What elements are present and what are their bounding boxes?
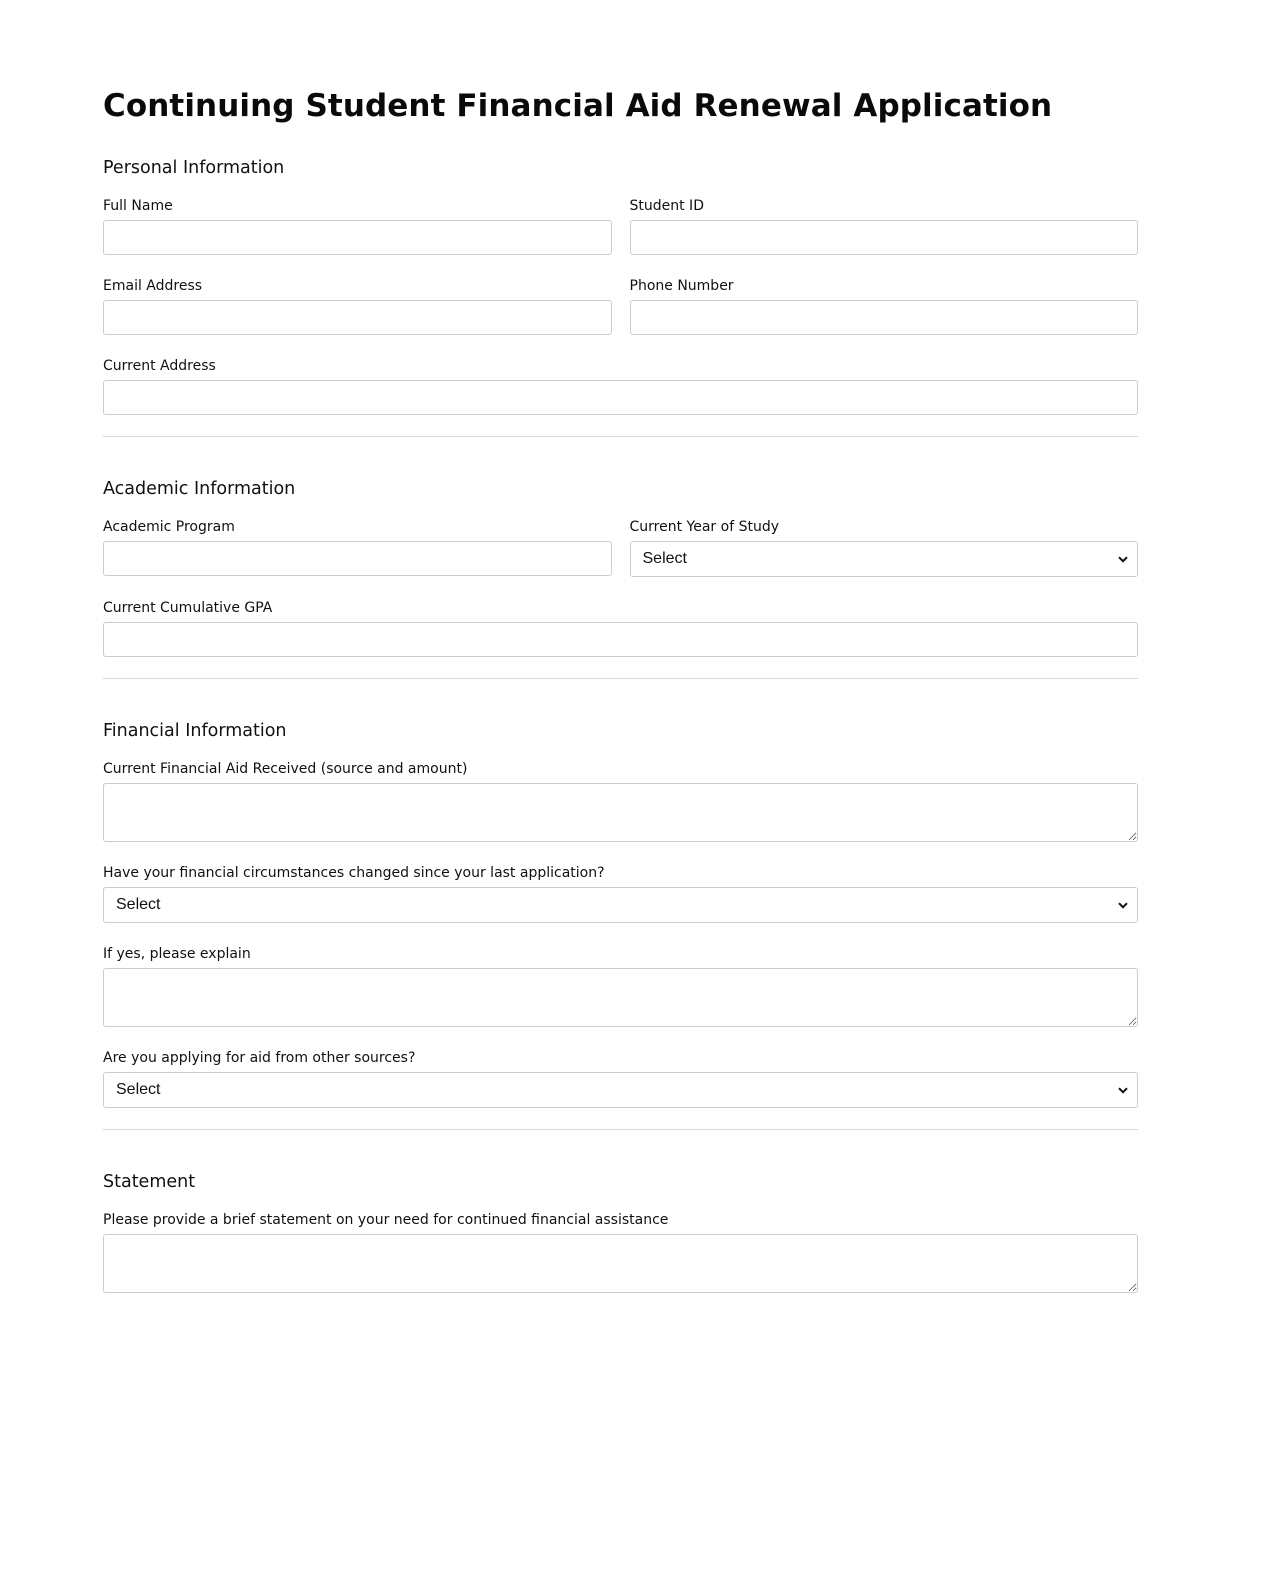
need-statement-label: Please provide a brief statement on your need for continued financial assistance bbox=[103, 1212, 669, 1228]
field-address bbox=[103, 356, 1138, 415]
chevron-down-icon bbox=[1118, 556, 1128, 563]
section-heading-academic: Academic Information bbox=[103, 479, 296, 499]
year-of-study-select[interactable] bbox=[630, 541, 1139, 577]
section-divider bbox=[103, 1129, 1138, 1130]
explain-textarea-wrap bbox=[103, 968, 1138, 1027]
address-input[interactable] bbox=[103, 380, 1138, 415]
explain-label: If yes, please explain bbox=[103, 946, 251, 962]
gpa-input[interactable] bbox=[103, 622, 1138, 657]
year-of-study-label: Current Year of Study bbox=[629, 519, 779, 535]
field-full-name bbox=[103, 196, 612, 255]
gpa-label: Current Cumulative GPA bbox=[103, 600, 273, 616]
full-name-label: Full Name bbox=[103, 198, 173, 214]
field-academic-program bbox=[103, 517, 612, 577]
academic-program-input[interactable] bbox=[103, 541, 612, 576]
row-email-phone bbox=[103, 276, 1138, 356]
academic-program-label: Academic Program bbox=[103, 519, 235, 535]
year-of-study-selected: Select bbox=[642, 550, 687, 567]
field-explain bbox=[103, 944, 1138, 1027]
page-title: Continuing Student Financial Aid Renewal Application bbox=[103, 88, 1053, 124]
chevron-down-icon bbox=[1118, 902, 1128, 909]
chevron-down-icon bbox=[1118, 1087, 1128, 1094]
email-label: Email Address bbox=[103, 278, 203, 294]
section-financial-information bbox=[103, 719, 1138, 1108]
circumstances-changed-label: Have your financial circumstances changed since your last application? bbox=[103, 865, 605, 881]
application-form bbox=[103, 0, 1138, 1293]
row-name-id bbox=[103, 196, 1138, 276]
section-heading-statement: Statement bbox=[103, 1172, 196, 1192]
other-sources-selected: Select bbox=[116, 1081, 161, 1098]
section-divider bbox=[103, 678, 1138, 679]
section-academic-information bbox=[103, 477, 1138, 657]
field-current-aid bbox=[103, 759, 1138, 842]
field-need-statement bbox=[103, 1210, 1138, 1293]
explain-textarea[interactable] bbox=[103, 968, 1138, 1027]
section-statement bbox=[103, 1170, 1138, 1293]
current-aid-textarea[interactable] bbox=[103, 783, 1138, 842]
field-phone bbox=[630, 276, 1139, 335]
other-sources-select[interactable] bbox=[103, 1072, 1138, 1108]
field-year-of-study bbox=[630, 517, 1139, 577]
phone-label: Phone Number bbox=[629, 278, 734, 294]
phone-input[interactable] bbox=[630, 300, 1139, 335]
circumstances-changed-selected: Select bbox=[116, 896, 161, 913]
need-statement-textarea[interactable] bbox=[103, 1234, 1138, 1293]
row-program-year bbox=[103, 517, 1138, 598]
other-sources-label: Are you applying for aid from other sources? bbox=[103, 1050, 416, 1066]
field-gpa bbox=[103, 598, 1138, 657]
student-id-input[interactable] bbox=[630, 220, 1139, 255]
circumstances-changed-select[interactable] bbox=[103, 887, 1138, 923]
section-heading-personal: Personal Information bbox=[103, 158, 285, 178]
section-heading-financial: Financial Information bbox=[103, 721, 287, 741]
current-aid-textarea-wrap bbox=[103, 783, 1138, 842]
address-label: Current Address bbox=[103, 358, 216, 374]
need-statement-textarea-wrap bbox=[103, 1234, 1138, 1293]
student-id-label: Student ID bbox=[629, 198, 704, 214]
field-other-sources bbox=[103, 1048, 1138, 1108]
section-personal-information bbox=[103, 156, 1138, 415]
field-student-id bbox=[630, 196, 1139, 255]
section-divider bbox=[103, 436, 1138, 437]
current-aid-label: Current Financial Aid Received (source and amount) bbox=[103, 761, 468, 777]
full-name-input[interactable] bbox=[103, 220, 612, 255]
email-input[interactable] bbox=[103, 300, 612, 335]
field-email bbox=[103, 276, 612, 335]
field-circumstances-changed bbox=[103, 863, 1138, 923]
